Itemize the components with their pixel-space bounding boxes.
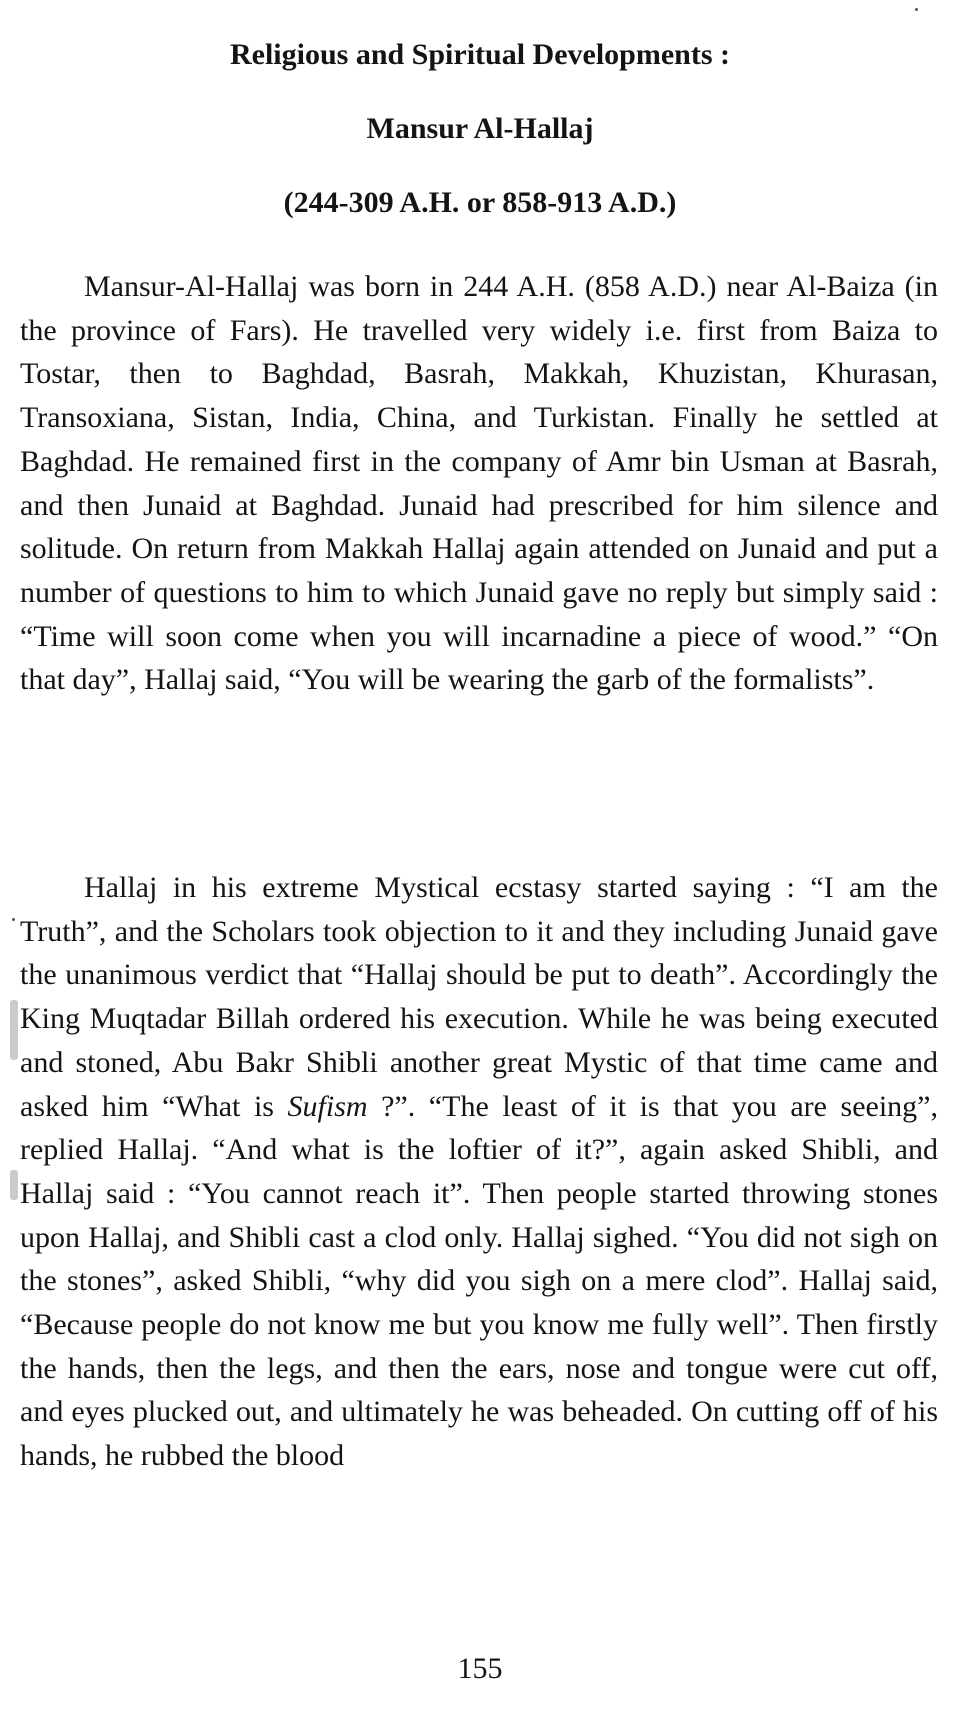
paragraph-1 xyxy=(20,265,938,702)
section-title: Mansur Al-Hallaj xyxy=(366,112,594,145)
paragraph-1-text: Mansur-Al-Hallaj was born in 244 A.H. (858 A.D.) near Al-Baiza (in the province of Fars). He travelled very widely i.e. first from Baiza to Tostar, then to Baghdad, Basrah, Makkah, Khuzistan, Khurasan, Transoxiana, Sistan, India, China, and Turkistan. Finally he settled at Baghdad. He remained first in the company of Amr bin Usman at Basrah, and then Junaid at Baghdad. Junaid had prescribed for him silence and solitude. On return from Makkah Hallaj again attended on Junaid and put a number of questions to him to which Junaid gave no reply but simply said : “Time will soon come when you will incarnadine a piece of wood.” “On that day”, Hallaj said, “You will be wearing the garb of the formalists”. xyxy=(20,270,938,697)
italic-term: Sufism xyxy=(287,1089,368,1123)
paragraph-2 xyxy=(20,866,938,1478)
scan-artifact xyxy=(10,1170,18,1200)
page-number: 155 xyxy=(457,1652,503,1685)
scan-artifact xyxy=(10,1000,18,1060)
paragraph-2-text-start: Hallaj in his extreme Mystical ecstasy started saying : “I am the Truth”, and the Scholars took objection to it and they including Junaid gave the unanimous verdict that “Hallaj should be put to death”. Accordingly the King Muqtadar Billah ordered his execution. While he was being executed and stoned, Abu Bakr Shibli another great Mystic of that time came and asked him “What is xyxy=(20,871,938,1123)
chapter-heading: Religious and Spiritual Developments : xyxy=(229,38,731,71)
paragraph-2-text-end: ?”. “The least of it is that you are seeing”, replied Hallaj. “And what is the loftier of it?”, again asked Shibli, and Hallaj said : “You cannot reach it”. Then people started throwing stones upon Hallaj, and Shibli cast a clod only. Hallaj sighed. “You did not sigh on the stones”, asked Shibli, “why did you sigh on a mere clod”. Hallaj said, “Because people do not know me but you know me fully well”. Then firstly the hands, then the legs, and then the ears, nose and tongue were cut off, and eyes plucked out, and ultimately he was beheaded. On cutting off of his hands, he rubbed the blood xyxy=(20,1089,938,1473)
section-dates: (244-309 A.H. or 858-913 A.D.) xyxy=(283,186,677,219)
scan-speck xyxy=(915,8,918,11)
scan-speck xyxy=(12,918,15,921)
